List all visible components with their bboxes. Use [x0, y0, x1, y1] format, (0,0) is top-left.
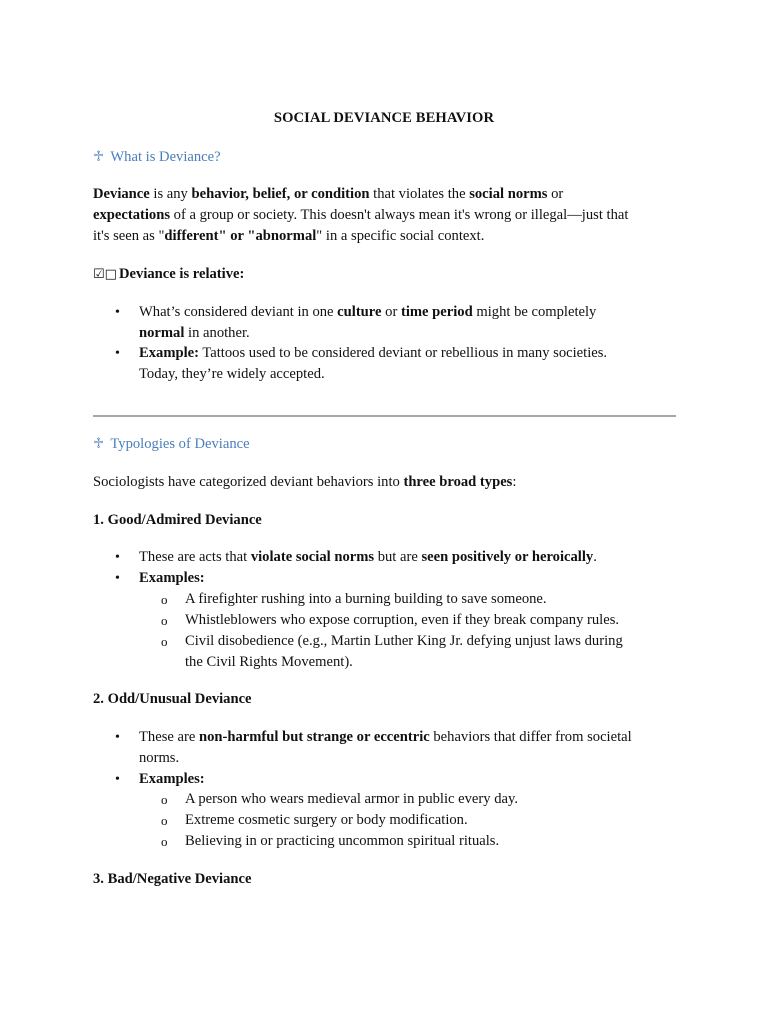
list-item-line	[139, 547, 679, 568]
bold-term: non-harmful but strange or eccentric	[198, 729, 430, 745]
text-run: of a group or society. This doesn't always mean it's wrong or illegal—just that	[170, 207, 629, 223]
paragraph-line	[93, 205, 683, 226]
circle-bullet-icon: o	[161, 592, 168, 607]
text-run: that violates the	[369, 186, 470, 202]
bullet-icon: •	[115, 571, 120, 586]
list-item	[115, 343, 679, 385]
bullet-icon: •	[115, 730, 120, 745]
bullet-icon: •	[115, 772, 120, 787]
list-item	[115, 568, 679, 589]
bold-term: different	[164, 228, 219, 244]
list-item-line	[139, 343, 679, 364]
text-run: These are acts that	[139, 549, 251, 565]
cross-icon: ♱	[93, 436, 105, 452]
cross-icon: ♱	[93, 149, 105, 165]
text-run: These are	[139, 729, 199, 745]
bold-term: " or "	[218, 228, 256, 244]
bold-term: time period	[400, 304, 473, 320]
text-run: Sociologists have categorized deviant behaviors into	[93, 474, 404, 490]
deviance-definition-paragraph	[93, 184, 683, 247]
circle-bullet-icon: o	[161, 834, 168, 849]
document-title: SOCIAL DEVIANCE BEHAVIOR	[273, 110, 495, 126]
section-heading-typologies	[93, 434, 250, 455]
bold-term: culture	[337, 304, 382, 320]
bold-term: Example:	[139, 345, 199, 361]
bold-term: normal	[139, 325, 185, 341]
sub-list-item-text: Believing in or practicing uncommon spiritual rituals.	[185, 833, 500, 849]
paragraph-line	[93, 226, 683, 247]
text-run: Tattoos used to be considered deviant or rebellious in many societies.	[199, 345, 608, 361]
deviance-relative-subheading	[93, 264, 244, 285]
odd-deviance-title: 2. Odd/Unusual Deviance	[93, 691, 252, 707]
list-item	[115, 769, 679, 790]
text-run: or	[381, 304, 401, 320]
text-run: it's seen as "	[93, 228, 165, 244]
text-run: might be completely	[472, 304, 597, 320]
good-deviance-title: 1. Good/Admired Deviance	[93, 512, 262, 528]
list-item-line: Today, they’re widely accepted.	[139, 366, 325, 382]
paragraph-line	[93, 184, 683, 205]
list-item	[115, 302, 679, 344]
typologies-intro-paragraph	[93, 472, 683, 493]
bold-term: three broad types	[403, 474, 513, 490]
list-item	[115, 547, 679, 568]
bold-term: violate social norms	[250, 549, 375, 565]
bold-term: social norms	[469, 186, 548, 202]
section-heading-label: Typologies of Deviance	[110, 436, 250, 452]
sub-list-item-text: A person who wears medieval armor in public every day.	[185, 791, 518, 807]
text-run: is any	[149, 186, 192, 202]
list-item-line: norms.	[139, 750, 180, 766]
sub-list-item	[161, 789, 685, 810]
examples-label: Examples:	[139, 771, 205, 787]
circle-bullet-icon: o	[161, 792, 168, 807]
bold-term: abnormal	[255, 228, 317, 244]
examples-label: Examples:	[139, 570, 205, 586]
text-run: in another.	[184, 325, 250, 341]
section-heading-what-is-deviance	[93, 147, 221, 168]
sub-list-item	[161, 810, 685, 831]
bold-term: seen positively or heroically	[421, 549, 594, 565]
sub-list-item	[161, 589, 685, 610]
list-item-line	[139, 302, 679, 323]
text-run: or	[547, 186, 564, 202]
sub-list-item-text: Extreme cosmetic surgery or body modification.	[185, 812, 468, 828]
circle-bullet-icon: o	[161, 634, 168, 649]
list-item-line	[139, 727, 679, 748]
text-run: but are	[374, 549, 422, 565]
sub-list-item	[161, 831, 685, 852]
text-run: What’s considered deviant in one	[139, 304, 338, 320]
sub-list-item-text: Whistleblowers who expose corruption, even if they break company rules.	[185, 612, 620, 628]
horizontal-divider	[93, 415, 676, 417]
bullet-icon: •	[115, 346, 120, 361]
circle-bullet-icon: o	[161, 613, 168, 628]
bold-term: expectations	[93, 207, 171, 223]
text-run: :	[512, 474, 517, 490]
sub-list-item-text: A firefighter rushing into a burning building to save someone.	[185, 591, 547, 607]
bullet-icon: •	[115, 550, 120, 565]
sub-list-item-line: Civil disobedience (e.g., Martin Luther King Jr. defying unjust laws during	[185, 633, 623, 649]
list-item-line	[139, 323, 679, 344]
text-run: " in a specific social context.	[316, 228, 485, 244]
checkbox-icon: ☑□	[93, 267, 117, 282]
list-item	[115, 727, 679, 769]
circle-bullet-icon: o	[161, 813, 168, 828]
sub-list-item	[161, 610, 685, 631]
section-heading-label: What is Deviance?	[110, 149, 221, 165]
sub-list-item	[161, 631, 685, 673]
bad-deviance-title: 3. Bad/Negative Deviance	[93, 871, 252, 887]
subheading-label: Deviance is relative:	[119, 266, 245, 282]
text-run: behaviors that differ from societal	[429, 729, 632, 745]
bold-term: behavior, belief, or condition	[191, 186, 370, 202]
sub-list-item-line: the Civil Rights Movement).	[185, 654, 353, 670]
bold-term: Deviance	[93, 186, 150, 202]
text-run: .	[593, 549, 597, 565]
bullet-icon: •	[115, 305, 120, 320]
